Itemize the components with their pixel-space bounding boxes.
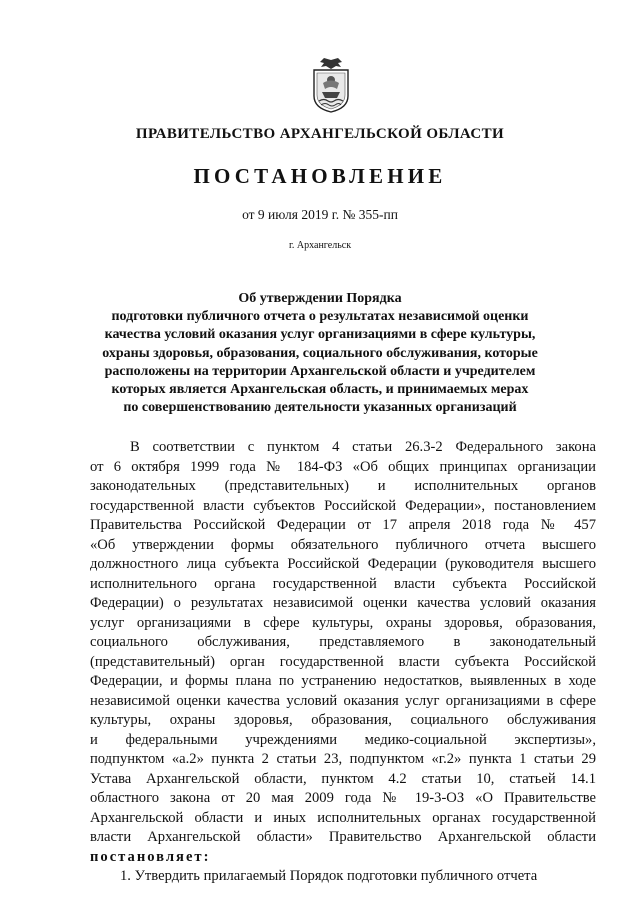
document-date-number: от 9 июля 2019 г. № 355-пп <box>242 207 398 222</box>
document-city: г. Архангельск <box>288 240 352 251</box>
title-line: охраны здоровья, образования, социального обслуживания, которые <box>102 345 538 361</box>
body-line: Правительства Российской Федерации от 17 апреля 2018 года № 457 <box>90 517 596 533</box>
title-line: по совершенствованию деятельности указанных организаций <box>123 400 517 416</box>
body-line: Федерации, и формы плана по устранению недостатков, выявленных в ходе <box>90 673 596 689</box>
body-line: «Об утверждении формы обязательного публичного отчета высшего <box>90 536 596 553</box>
body-line: Устава Архангельской области, пунктом 4.2 статьи 10, статьей 14.1 <box>90 770 596 787</box>
body-line: услуг организациями в сфере культуры, охраны здоровья, образования, <box>90 614 596 631</box>
title-line: качества условий оказания услуг организациями в сфере культуры, <box>104 327 536 343</box>
organization-name: ПРАВИТЕЛЬСТВО АРХАНГЕЛЬСКОЙ ОБЛАСТИ <box>135 126 505 142</box>
document-type: ПОСТАНОВЛЕНИЕ <box>193 164 447 188</box>
coat-of-arms-emblem <box>310 56 352 114</box>
body-line: государственной власти субъектов Российской Федерации», постановлением <box>90 497 596 514</box>
body-line: законодательных (представительных) и исполнительных органов <box>90 478 596 494</box>
title-line: которых является Архангельская область, и принимаемых мерах <box>111 382 529 398</box>
body-line: В соответствии с пунктом 4 статьи 26.3-2 Федерального закона <box>130 439 596 455</box>
body-line: Федерации) о результатах независимой оценки качества условий оказания <box>90 595 596 611</box>
item-1: 1. Утвердить прилагаемый Порядок подготовки публичного отчета <box>120 868 538 884</box>
body-line: от 6 октября 1999 года № 184-ФЗ «Об общих принципах организации <box>90 458 596 475</box>
body-line: независимой оценки качества условий оказания услуг организациями в сфере <box>90 692 596 709</box>
body-line: и федеральными учреждениями медико-социальной экспертизы», <box>90 731 596 748</box>
document-title <box>80 290 560 417</box>
body-line: социального обслуживания, представляемого в законодательный <box>90 634 596 650</box>
body-line: подпунктом «а.2» пункта 2 статьи 23, подпунктом «г.2» пункта 1 статьи 29 <box>90 751 596 767</box>
body-line: областного закона от 20 мая 2009 года № 19-3-ОЗ «О Правительстве <box>90 790 596 806</box>
body-line: власти Архангельской области» Правительство Архангельской области <box>90 829 596 845</box>
body-line: исполнительного органа государственной власти субъекта Российской <box>90 575 596 592</box>
title-line: подготовки публичного отчета о результатах независимой оценки <box>111 309 529 325</box>
title-line: расположены на территории Архангельской области и учредителем <box>104 363 536 379</box>
body-line: Архангельской области и иных исполнительных органах государственной <box>90 809 596 826</box>
body-line: культуры, охраны здоровья, образования, социального обслуживания <box>90 712 596 728</box>
resolve-word: постановляет: <box>90 848 211 865</box>
body-line: (представительный) орган государственной власти субъекта Российской <box>90 653 596 670</box>
body-line: должностного лица субъекта Российской Федерации (руководителя высшего <box>90 556 596 572</box>
title-line: Об утверждении Порядка <box>238 291 402 306</box>
document-body <box>90 438 596 887</box>
